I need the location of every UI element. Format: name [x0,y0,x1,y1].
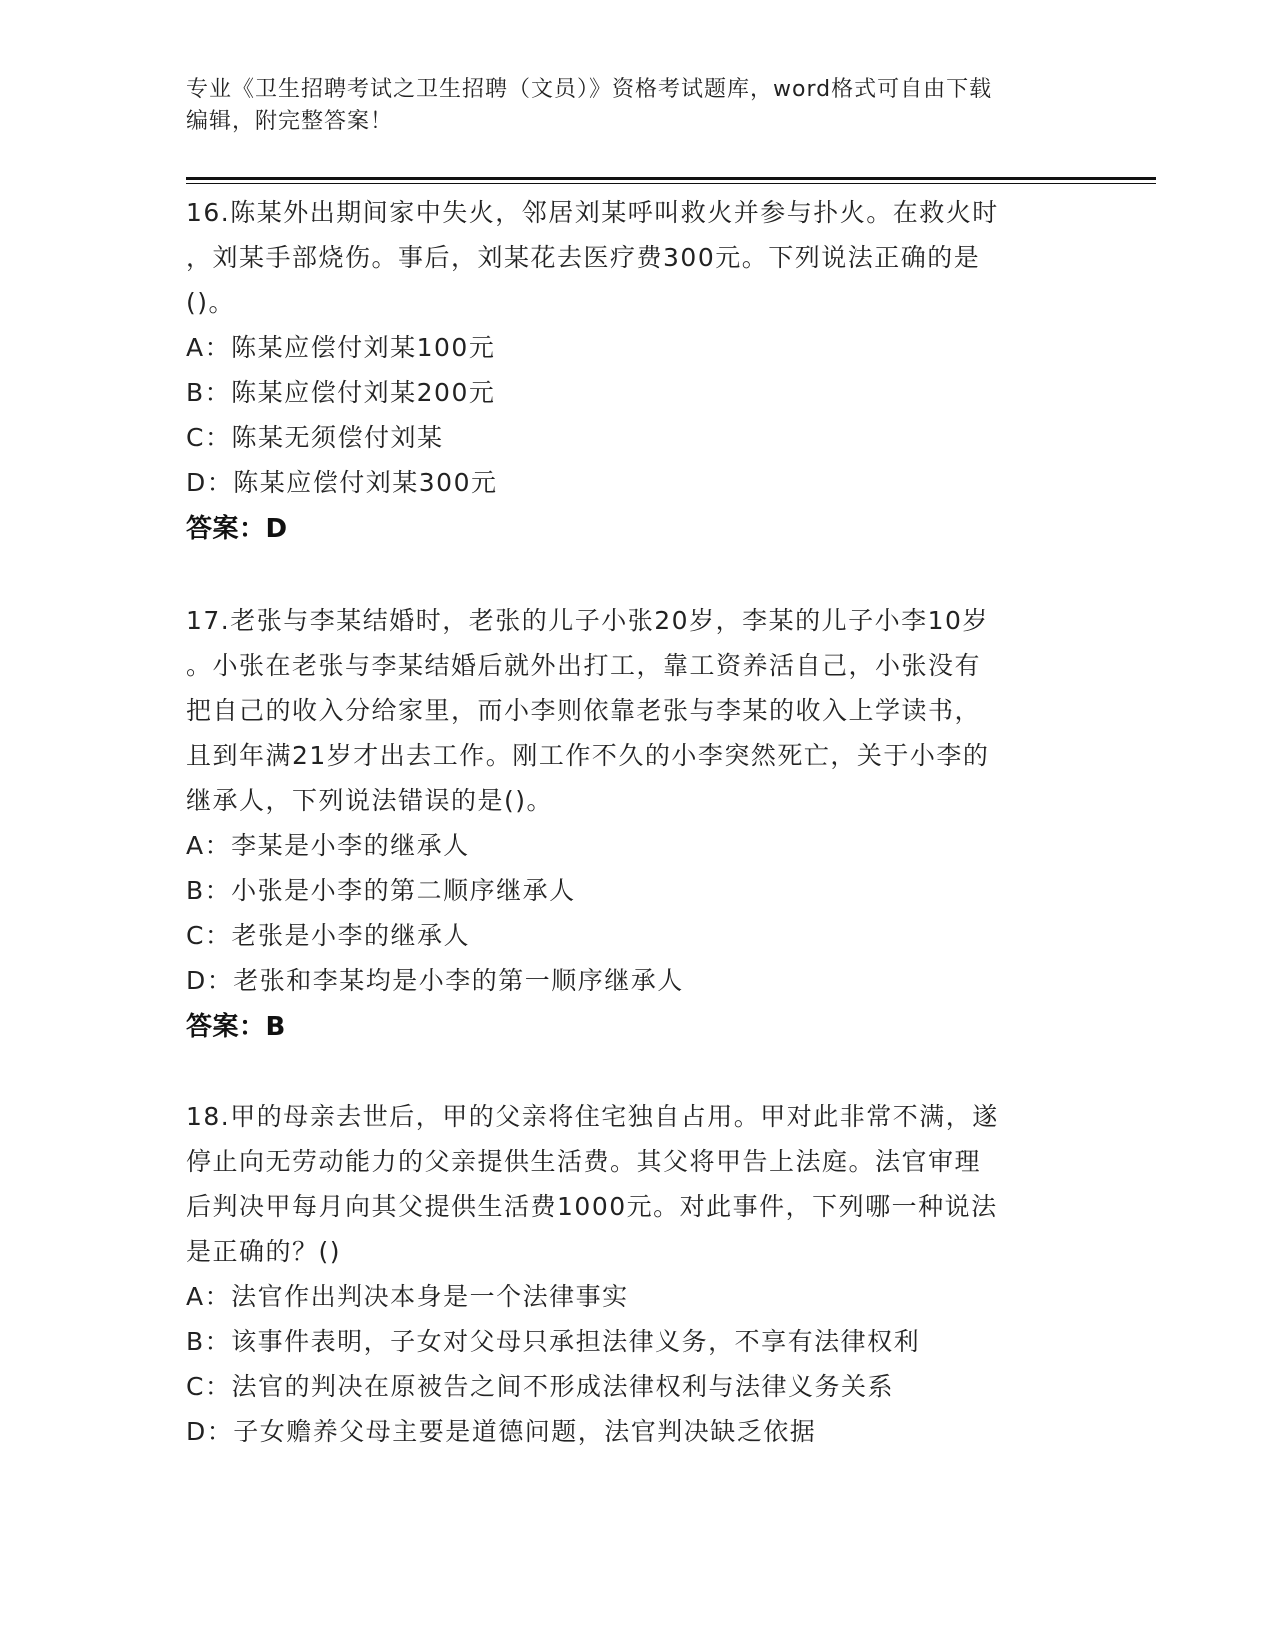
question-stem-line: 是正确的？() [186,1237,342,1266]
option-c: C：陈某无须偿付刘某 [186,423,444,452]
header-line-2: 编辑，附完整答案！ [186,109,394,134]
question-stem-line: 后判决甲每月向其父提供生活费1000元。对此事件，下列哪一种说法 [186,1192,998,1221]
option-c: C：老张是小李的继承人 [186,921,470,950]
document-header [186,74,1086,138]
answer-label: 答案：B [186,1012,286,1042]
question-stem-line: 18.甲的母亲去世后，甲的父亲将住宅独自占用。甲对此非常不满，遂 [186,1102,999,1131]
option-d: D：老张和李某均是小李的第一顺序继承人 [186,966,684,995]
option-d: D：陈某应偿付刘某300元 [186,468,498,497]
question-stem-line: 且到年满21岁才出去工作。刚工作不久的小李突然死亡，关于小李的 [186,741,990,770]
header-divider-thin [186,183,1156,184]
option-b: B：小张是小李的第二顺序继承人 [186,876,576,905]
option-b: B：该事件表明，子女对父母只承担法律义务，不享有法律权利 [186,1327,921,1356]
option-d: D：子女赡养父母主要是道德问题，法官判决缺乏依据 [186,1417,817,1446]
question-stem-line: 。小张在老张与李某结婚后就外出打工，靠工资养活自己，小张没有 [186,651,982,680]
question-stem-line: 把自己的收入分给家里，而小李则依靠老张与李某的收入上学读书， [186,696,982,725]
question-18 [186,1094,1086,1454]
question-stem-line: 17.老张与李某结婚时，老张的儿子小张20岁，李某的儿子小李10岁 [186,606,989,635]
header-divider-thick [186,177,1156,180]
answer-label: 答案：D [186,514,288,544]
option-a: A：法官作出判决本身是一个法律事实 [186,1282,629,1311]
option-c: C：法官的判决在原被告之间不形成法律权利与法律义务关系 [186,1372,894,1401]
question-stem-line: 停止向无劳动能力的父亲提供生活费。其父将甲告上法庭。法官审理 [186,1147,982,1176]
header-line-1: 专业《卫生招聘考试之卫生招聘（文员）》资格考试题库，word格式可自由下载 [186,77,993,102]
question-stem-line: ()。 [186,288,236,317]
question-stem-line: 继承人，下列说法错误的是()。 [186,786,554,815]
question-stem-line: 16.陈某外出期间家中失火，邻居刘某呼叫救火并参与扑火。在救火时 [186,198,999,227]
option-a: A：陈某应偿付刘某100元 [186,333,496,362]
option-b: B：陈某应偿付刘某200元 [186,378,496,407]
option-a: A：李某是小李的继承人 [186,831,470,860]
question-17 [186,598,1086,1051]
question-stem-line: ，刘某手部烧伤。事后，刘某花去医疗费300元。下列说法正确的是 [186,243,981,272]
question-16 [186,190,1086,553]
